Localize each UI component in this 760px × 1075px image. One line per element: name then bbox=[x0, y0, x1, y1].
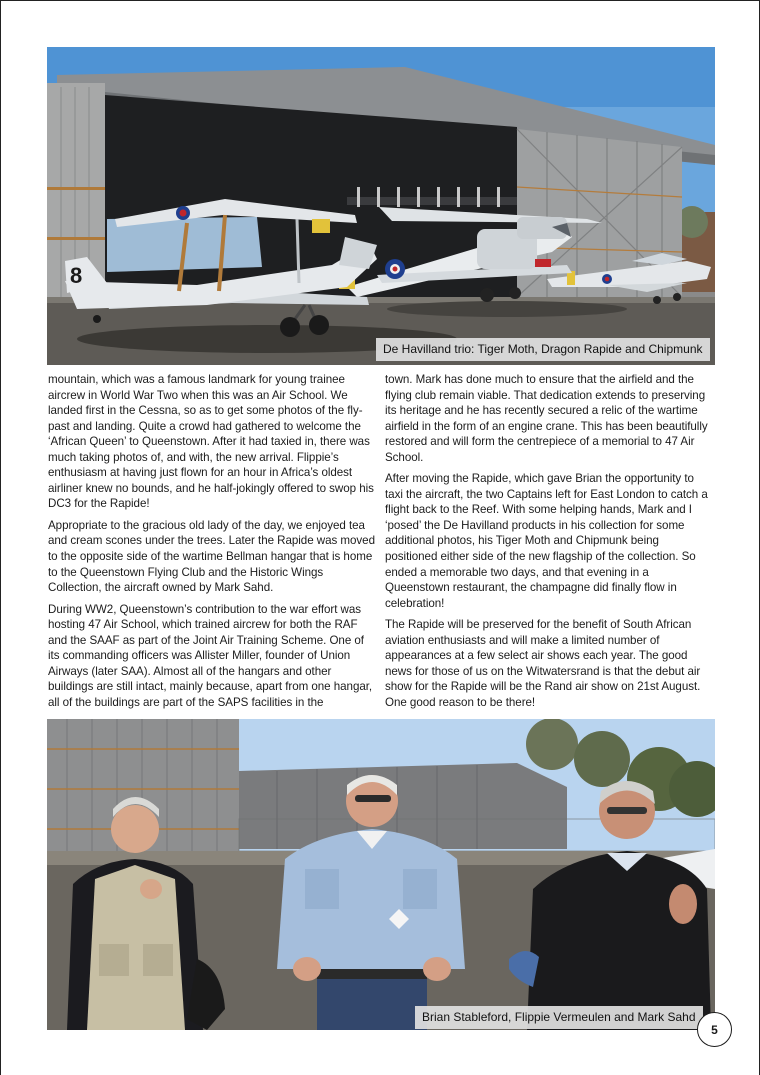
page-number: 5 bbox=[697, 1012, 732, 1047]
article-column-right bbox=[385, 372, 713, 716]
three-men-illustration bbox=[47, 719, 715, 1030]
photo-caption-people: Brian Stableford, Flippie Vermeulen and Mark Sahd bbox=[415, 1006, 703, 1029]
photo-aircraft-hangar bbox=[47, 47, 715, 365]
article-column-left bbox=[48, 372, 376, 716]
article-paragraph: town. Mark has done much to ensure that the airfield and the flying club remain viable. That dedication extends to preserving its heritage and he has recently secured a relic of the wartime airfield in the form of an engine crane. This has been beautifully restored and will form the centrepiece of a memorial to 47 Air School. bbox=[385, 373, 708, 464]
article-paragraph: After moving the Rapide, which gave Brian the opportunity to taxi the aircraft, the two Captains left for East London to catch a flight back to the Reef. With some helping hands, Mark and I ‘posed’ the De Havilland products in his collection for some additional photos, his Tiger Moth and Chipmunk being positioned either side of the new flagship of the collection. So ended a memorable two days, and that evening in a Queenstown restaurant, the champagne did finally flow in celebration! bbox=[385, 472, 708, 610]
photo-three-men bbox=[47, 719, 715, 1030]
article-paragraph: The Rapide will be preserved for the benefit of South African aviation enthusiasts and will make a limited number of appearances at a few select air shows each year. The good news for those of us on the Witwatersrand is that the debut air show for the Rapide will be the Rand air show on 21st August. One good reason to be there! bbox=[385, 618, 701, 709]
aircraft-hangar-illustration bbox=[47, 47, 715, 365]
tail-number: 8 bbox=[70, 263, 83, 288]
article-paragraph: Appropriate to the gracious old lady of the day, we enjoyed tea and cream scones under the trees. Later the Rapide was moved to the opposite side of the wartime Bellman hangar that is home to the Queenstown Flying Club and the Historic Wings Collection, the aircraft owned by Mark Sahd. bbox=[48, 518, 375, 595]
article-paragraph: mountain, which was a famous landmark for young trainee aircrew in World War Two when this was an Air School. We landed first in the Cessna, so as to get some photos of the fly-past and landing. Quite a crowd had gathered to welcome the ‘African Queen’ to Queenstown. After it had taxied in, there was much taking photos of, and with, the new arrival. Flippie’s enthusiasm at having just flown for an hour in Africa’s oldest airliner knew no bounds, and he half-jokingly offered to swop his DC3 for the Rapide! bbox=[48, 373, 374, 511]
article-paragraph: During WW2, Queenstown’s contribution to the war effort was hosting 47 Air School, which trained aircrew for both the RAF and the SAAF as part of the Joint Air Training Scheme. One of its commanding officers was Allister Miller, founder of Union Airways (later SAA). Almost all of the hangars and other buildings are still intact, mainly because, apart from one hangar, all of the buildings are part of the SAPS facilities in the bbox=[48, 602, 373, 709]
article-body bbox=[48, 372, 714, 717]
photo-caption-aircraft: De Havilland trio: Tiger Moth, Dragon Rapide and Chipmunk bbox=[376, 338, 710, 361]
